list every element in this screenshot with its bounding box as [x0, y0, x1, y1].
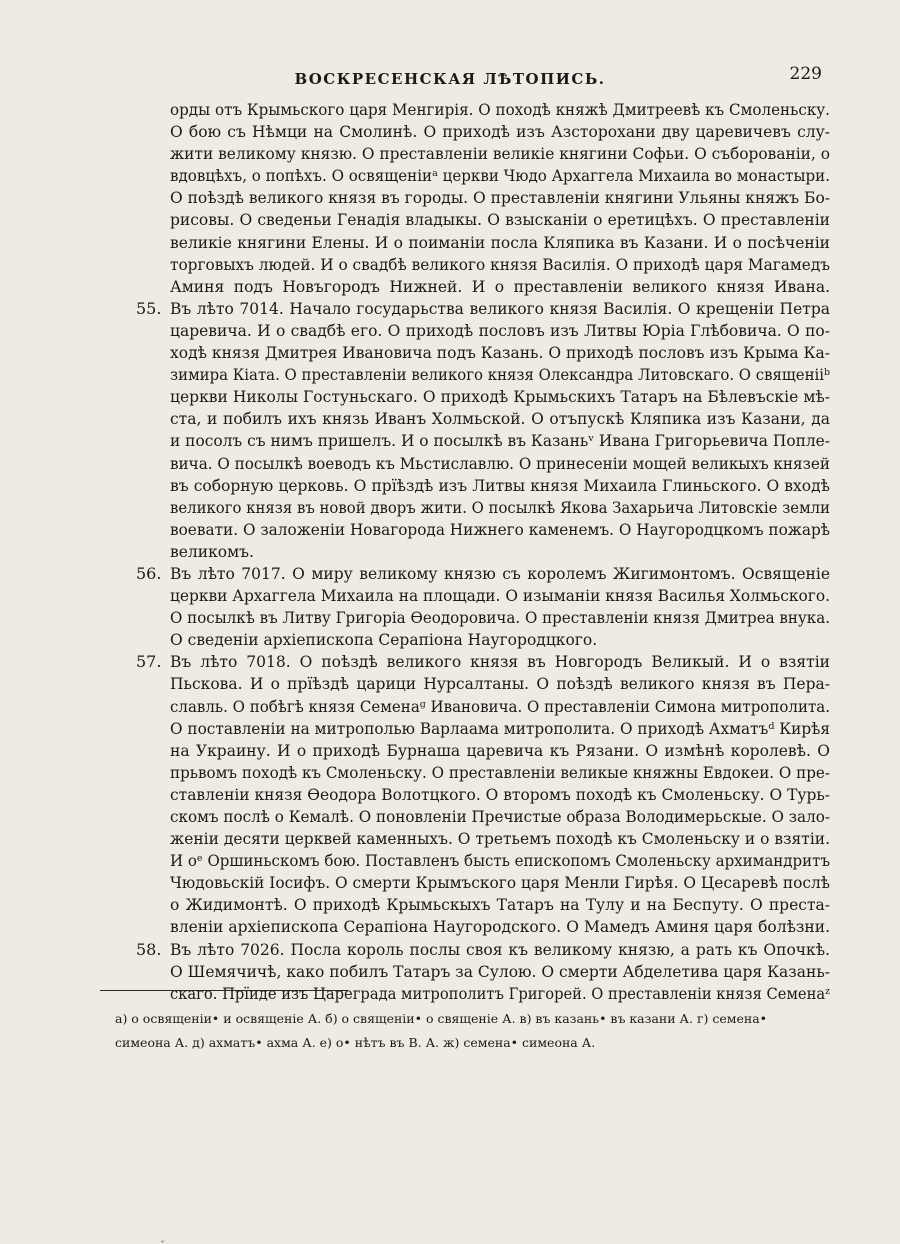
- text-line-content: ходѣ князя Дмитрея Ивановича подъ Казань. О приходѣ пословъ изъ Крыма Ка-: [170, 344, 830, 363]
- entry-number: 58.: [136, 939, 162, 959]
- text-line-content: О поставленіи на митрополью Варлаама митрополита. О приходѣ Ахматъᵈ Кирѣя: [170, 719, 830, 738]
- text-line-content: царевича. И о свадбѣ его. О приходѣ пословъ изъ Литвы Юріа Глѣбовича. О по-: [170, 321, 830, 340]
- text-line: [170, 629, 830, 651]
- text-line: [170, 342, 830, 364]
- entry-number: 57.: [136, 652, 162, 672]
- text-line-content: рисовы. О сведеньи Генадія владыкы. О взысканіи о еретицѣхъ. О преставленіи: [170, 211, 830, 230]
- text-line: [136, 298, 830, 320]
- text-line: [170, 320, 830, 342]
- text-line: [170, 916, 830, 938]
- text-line: [136, 563, 830, 585]
- text-line-content: зимира Кіата. О преставленіи великого князя Олександра Литовскаго. О священііᵇ: [170, 366, 830, 385]
- footnote-line: симеона А. д) ахматъ• ахма А. е) о• нѣтъ въ В. А. ж) семена• симеона А.: [115, 1035, 596, 1050]
- footnote-separator-rule: [100, 990, 348, 991]
- text-line-content: воевати. О заложеніи Новагорода Нижнего каменемъ. О Наугородцкомъ пожарѣ: [170, 520, 830, 539]
- entry-number: 55.: [136, 298, 162, 318]
- text-line: [170, 740, 830, 762]
- text-line: [170, 364, 830, 386]
- text-line: [170, 784, 830, 806]
- text-line-content: О Шемячичѣ, како побилъ Татаръ за Сулою. О смерти Абделетива царя Казань-: [170, 962, 830, 981]
- text-line-content: Въ лѣто 7018. О поѣздѣ великого князя въ Новгородъ Великый. И о взятіи: [170, 653, 830, 672]
- text-line-content: въ соборную церковь. О прїѣздѣ изъ Литвы князя Михаила Глиньского. О входѣ: [170, 476, 830, 495]
- text-line: [170, 254, 830, 276]
- text-line: [170, 209, 830, 231]
- text-line-content: о Жидимонтѣ. О приходѣ Крымьскыхъ Татаръ на Тулу и на Беспуту. О преста-: [170, 896, 830, 915]
- text-line-content: великіе княгини Елены. И о поиманіи посла Кляпика въ Казани. И о посѣченіи: [170, 233, 830, 252]
- text-line-content: О поѣздѣ великого князя въ городы. О преставленіи княгини Ульяны княжъ Бо-: [170, 189, 830, 208]
- text-line-content: Аминя подъ Новъгородъ Нижней. И о преставленіи великого князя Ивана.: [170, 277, 830, 296]
- text-line-content: ста, и побилъ ихъ князь Иванъ Холмьской. О отъпускѣ Кляпика изъ Казани, да: [170, 410, 830, 429]
- text-line: [170, 276, 830, 298]
- text-line-content: вича. О посылкѣ воеводъ къ Мьстиславлю. О принесеніи мощей великыхъ князей: [170, 454, 830, 473]
- text-line: [170, 408, 830, 430]
- text-line: [136, 939, 830, 961]
- text-line-content: О посылкѣ въ Литву Григоріа Өеодоровича. О преставленіи князя Дмитреа внука.: [170, 609, 830, 628]
- text-line: [170, 828, 830, 850]
- text-line: [170, 232, 830, 254]
- text-line-content: скаго. Прїиде изъ Цареграда митрополитъ Григорей. О преставленіи князя Семенаᶻ: [170, 984, 830, 1003]
- footnotes-block: [115, 1007, 855, 1055]
- text-line-content: И оᵉ Оршиньскомъ бою. Поставленъ бысть епископомъ Смоленьску архимандритъ: [170, 852, 830, 871]
- text-line-content: великого князя въ новой дворъ жити. О посылкѣ Якова Захарьича Литовскіе земли: [170, 498, 830, 517]
- text-line: [170, 386, 830, 408]
- text-line-content: на Украину. И о приходѣ Бурнаша царевича къ Рязани. О измѣнѣ королевѣ. О: [170, 741, 830, 760]
- text-line: [136, 651, 830, 673]
- text-line: [170, 99, 830, 121]
- text-line: [170, 121, 830, 143]
- text-line-content: ставленіи князя Өеодора Волотцкого. О второмъ походѣ къ Смоленьску. О Турь-: [170, 785, 830, 804]
- text-line-content: прьвомъ походѣ къ Смоленьску. О преставленіи великые княжны Евдокеи. О пре-: [170, 763, 830, 782]
- text-line: [170, 718, 830, 740]
- text-line: [170, 872, 830, 894]
- text-line-content: торговыхъ людей. И о свадбѣ великого князя Василія. О приходѣ царя Магамедъ: [170, 255, 830, 274]
- page-number: 229: [789, 64, 822, 84]
- entry-number: 56.: [136, 563, 162, 583]
- text-line: [170, 850, 830, 872]
- text-line-content: женіи десяти церквей каменныхъ. О третьемъ походѣ къ Смоленьску и о взятіи.: [170, 830, 830, 849]
- text-line: [170, 453, 830, 475]
- text-line-content: О бою съ Нѣмци на Смолинѣ. О приходѣ изъ Азсторохани дву царевичевъ слу-: [170, 123, 830, 142]
- margin-mark: ˯: [160, 1232, 165, 1243]
- text-line: [170, 430, 830, 452]
- text-line: [170, 983, 830, 1005]
- text-line: [170, 187, 830, 209]
- text-line-content: Въ лѣто 7026. Посла король послы своя къ великому князю, а рать къ Опочкѣ.: [170, 940, 830, 959]
- text-line-content: скомъ послѣ о Кемалѣ. О поновленіи Пречистые образа Володимерьскые. О зало-: [170, 808, 830, 826]
- text-line: [170, 541, 830, 563]
- text-line-content: Пьскова. И о прїѣздѣ царици Нурсалтаны. О поѣздѣ великого князя въ Пера-: [170, 675, 830, 694]
- text-line-content: О сведеніи архіепископа Серапіона Наугородцкого.: [170, 631, 598, 650]
- text-line: [170, 673, 830, 695]
- text-line: [170, 696, 830, 718]
- text-line-content: церкви Николы Гостуньскаго. О приходѣ Крымьскихъ Татаръ на Бѣлевъскіе мѣ-: [170, 388, 830, 407]
- text-line-content: и посолъ съ нимъ пришелъ. И о посылкѣ въ Казаньᵛ Ивана Григорьевича Попле-: [170, 432, 830, 451]
- text-line: [170, 475, 830, 497]
- footnote-line: а) о освященіи• и освященіе А. б) о священіи• о священіе А. в) въ казань• въ казани А. г) семена•: [115, 1011, 768, 1026]
- text-line: [170, 585, 830, 607]
- text-line: [170, 607, 830, 629]
- text-line-content: церкви Архаггела Михаила на площади. О изыманіи князя Василья Холмьского.: [170, 587, 830, 606]
- text-line: [170, 894, 830, 916]
- text-line: [170, 143, 830, 165]
- text-line: [170, 497, 830, 519]
- text-line-content: вленіи архіепископа Серапіона Наугородского. О Мамедъ Аминя царя болѣзни.: [170, 918, 830, 937]
- text-line: [170, 165, 830, 187]
- text-line-content: Въ лѣто 7014. Начало государьства великого князя Василія. О крещеніи Петра: [170, 299, 830, 318]
- text-line-content: орды отъ Крымьского царя Менгирія. О походѣ княжѣ Дмитреевѣ къ Смоленьску.: [170, 101, 830, 119]
- text-line-content: славль. О побѣгѣ князя Семенаᵍ Ивановича. О преставленіи Симона митрополита.: [170, 697, 830, 716]
- text-line-content: великомъ.: [170, 542, 254, 561]
- text-line-content: Чюдовьскій Іосифъ. О смерти Крымъского царя Менли Гирѣя. О Цесаревѣ послѣ: [170, 874, 830, 893]
- text-line-content: жити великому князю. О преставленіи великіе княгини Софьи. О съборованіи, о: [170, 145, 830, 164]
- text-line: [170, 961, 830, 983]
- text-line: [170, 519, 830, 541]
- text-line: [170, 806, 830, 828]
- text-line: [170, 762, 830, 784]
- chronicle-body-text: [136, 99, 830, 1005]
- text-line-content: вдовцѣхъ, о попѣхъ. О освященіиᵃ церкви Чюдо Архаггела Михаила во монастыри.: [170, 167, 830, 186]
- text-line-content: Въ лѣто 7017. О миру великому князю съ королемъ Жигимонтомъ. Освященіе: [170, 564, 830, 583]
- running-header-title: ВОСКРЕСЕНСКАЯ ЛѢТОПИСЬ.: [294, 70, 606, 88]
